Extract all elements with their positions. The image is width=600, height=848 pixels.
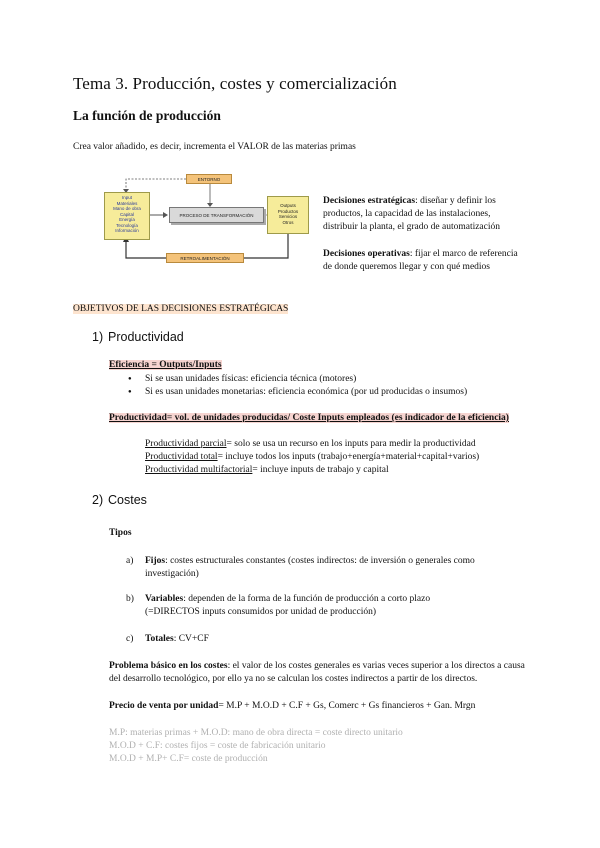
productividad-multifactorial <box>145 464 545 477</box>
fijos-text: : costes estructurales constantes (costes indirectos: de inversión o generales como investigación) <box>145 556 475 579</box>
costes-title: Costes <box>108 493 147 507</box>
decisiones-estrategicas <box>323 195 523 234</box>
intro-text: Crea valor añadido, es decir, incrementa el VALOR de las materias primas <box>73 142 356 152</box>
estrategicas-text: : diseñar y definir los productos, la capacidad de las instalaciones, distribuir la planta, el grado de automatización <box>323 196 501 232</box>
productividad-parcial <box>145 438 545 451</box>
precio-label: Precio de venta por unidad <box>109 701 219 711</box>
inputs-box: Input Materiales Mano de obra Capital Energía Tecnología Información <box>104 192 150 240</box>
productividad-total <box>145 451 545 464</box>
list-item: ● Si se usan unidades físicas: eficiencia técnica (motores) <box>145 373 545 386</box>
notas-costes <box>109 727 539 766</box>
decisiones-operativas <box>323 248 523 274</box>
nota-line: M.P: materias primas + M.O.D: mano de obra directa = coste directo unitario <box>109 728 403 738</box>
item-marker: b) <box>126 594 134 604</box>
variables-label: Variables <box>145 594 184 604</box>
problema-label: Problema básico en los costes <box>109 661 228 671</box>
productividad-parcial-label: Productividad parcial <box>145 439 227 449</box>
productividad-total-text: = incluye todos los inputs (trabajo+energía+material+capital+varios) <box>217 452 480 462</box>
production-diagram <box>104 170 309 265</box>
productividad-title: Productividad <box>108 330 184 344</box>
objetivos-heading-text: OBJETIVOS DE LAS DECISIONES ESTRATÉGICAS <box>73 304 289 314</box>
eficiencia-bullets <box>145 373 545 399</box>
item-marker: a) <box>126 556 134 566</box>
outputs-box: Outputs Productos Servicios Otros <box>267 196 309 234</box>
productividad-formula-text: Productividad= vol. de unidades producidas/ Coste Inputs empleados (es indicador de la eficiencia) <box>109 413 509 423</box>
fijos-label: Fijos <box>145 556 166 566</box>
nota-line: M.O.D + M.P+ C.F= coste de producción <box>109 754 268 764</box>
productividad-tipos <box>145 438 545 477</box>
variables-text: : dependen de la forma de la función de producción a corto plazo (=DIRECTOS inputs consumidos por unidad de producción) <box>145 594 431 617</box>
precio-text: = M.P + M.O.D + C.F + Gs, Comerc + Gs financieros + Gan. Mrgn <box>218 701 476 711</box>
costes-number: 2) <box>92 493 104 507</box>
productividad-number: 1) <box>92 330 104 344</box>
operativas-text: : fijar el marco de referencia de donde queremos llegar y con qué medios <box>323 249 518 272</box>
section-heading: La función de producción <box>73 108 221 123</box>
tipos-label: Tipos <box>109 528 132 538</box>
operativas-label: Decisiones operativas <box>323 249 410 259</box>
estrategicas-label: Decisiones estratégicas <box>323 196 416 206</box>
precio-venta <box>109 700 539 713</box>
entorno-box: ENTORNO <box>186 174 232 184</box>
page-title: Tema 3. Producción, costes y comercialización <box>73 74 397 93</box>
nota-line: M.O.D + C.F: costes fijos = coste de fabricación unitario <box>109 741 326 751</box>
proceso-box: PROCESO DE TRANSFORMACIÓN <box>169 207 264 223</box>
problema-basico <box>109 660 534 686</box>
productividad-formula <box>109 412 519 425</box>
eficiencia-text: Eficiencia = Outputs/Inputs <box>109 360 222 370</box>
list-item: ● Si es usan unidades monetarias: eficiencia económica (por ud producidas o insumos) <box>145 386 545 399</box>
costes-variables <box>145 593 475 619</box>
costes-fijos <box>145 555 515 581</box>
item-marker: c) <box>126 634 134 644</box>
costes-totales <box>145 633 209 646</box>
objetivos-heading <box>73 303 288 316</box>
productividad-total-label: Productividad total <box>145 452 218 462</box>
productividad-parcial-text: = solo se usa un recurso en los inputs para medir la productividad <box>226 439 476 449</box>
totales-label: Totales <box>145 634 174 644</box>
productividad-multifactorial-label: Productividad multifactorial <box>145 465 253 475</box>
totales-text: : CV+CF <box>173 634 209 644</box>
problema-text: : el valor de los costes generales es varias veces superior a los directos a causa del desarrollo tecnológico, por ello ya no se calculan los costes indirectos a partir de los directos. <box>109 661 525 684</box>
retroalimentacion-box: RETROALIMENTACIÓN <box>166 253 244 263</box>
eficiencia-formula <box>109 359 222 372</box>
productividad-multifactorial-text: = incluye inputs de trabajo y capital <box>252 465 389 475</box>
